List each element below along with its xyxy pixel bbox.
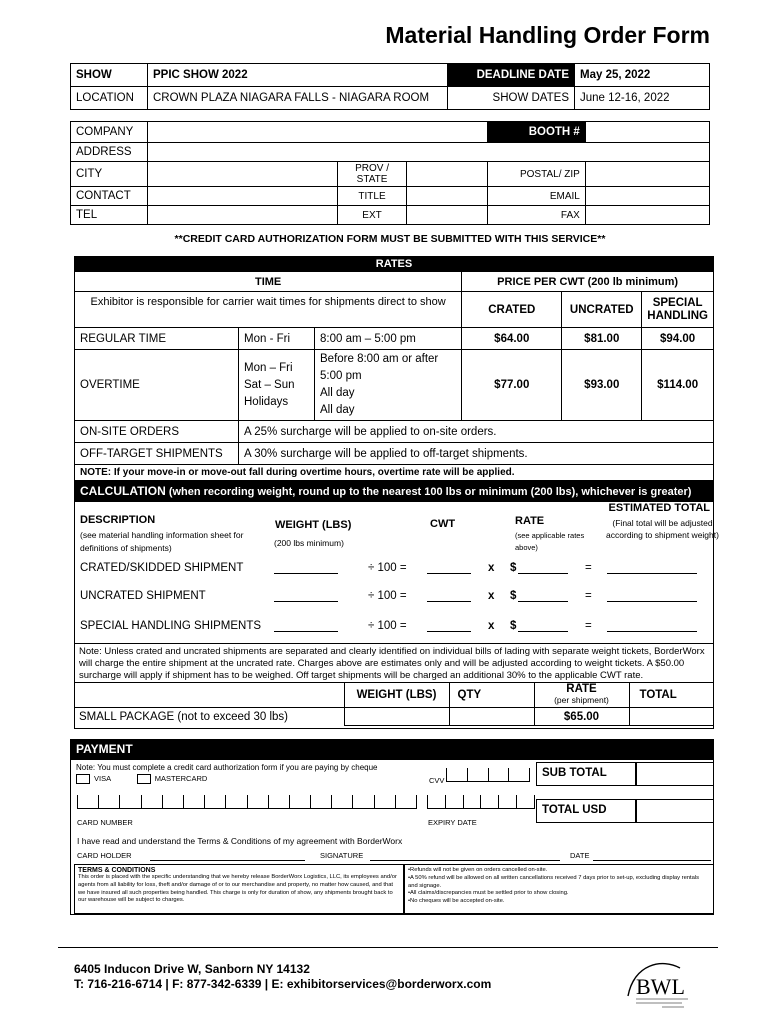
- date-field[interactable]: [593, 860, 711, 861]
- weight-header: WEIGHT (LBS): [275, 519, 352, 531]
- credit-card-notice: **CREDIT CARD AUTHORIZATION FORM MUST BE SUBMITTED WITH THIS SERVICE**: [174, 233, 606, 245]
- page-title: Material Handling Order Form: [385, 22, 710, 48]
- policy-box: [404, 864, 714, 914]
- expiry-field[interactable]: [427, 795, 535, 809]
- divide-sign: ÷ 100 =: [368, 620, 407, 632]
- crated-header: CRATED: [462, 292, 562, 328]
- deadline-value[interactable]: May 25, 2022: [575, 64, 710, 87]
- ext-field[interactable]: [406, 206, 487, 225]
- overtime-crated-price: $77.00: [462, 350, 562, 421]
- divide-sign: ÷ 100 =: [368, 562, 407, 574]
- overtime-hours: [315, 350, 462, 421]
- special-handling-header: SPECIAL HANDLING: [642, 292, 714, 328]
- overtime-special-price: $114.00: [642, 350, 714, 421]
- uncrated-rate-field[interactable]: [518, 588, 568, 602]
- multiply-sign: x: [488, 562, 495, 574]
- payment-note: Note: You must complete a credit card authorization form if you are paying by cheque: [76, 763, 378, 772]
- policy-bullet: •Refunds will not be given on orders cancelled on-site.: [408, 867, 548, 873]
- regular-crated-price: $64.00: [462, 328, 562, 350]
- policy-bullet: •A 50% refund will be allowed on all written cancellations received 7 days prior to set-up, excluding display rentals and signage.: [408, 874, 700, 889]
- subtotal-label: SUB TOTAL: [536, 762, 636, 786]
- regular-hours: 8:00 am – 5:00 pm: [315, 328, 462, 350]
- sp-weight-field[interactable]: [344, 708, 449, 726]
- onsite-text: A 25% surcharge will be applied to on-site orders.: [239, 421, 714, 443]
- ot-day-1: Mon – Fri: [244, 361, 293, 374]
- show-value[interactable]: PPIC SHOW 2022: [148, 64, 448, 87]
- card-number-field[interactable]: [77, 795, 417, 809]
- contact-label: CONTACT: [71, 187, 148, 206]
- sp-weight-header: WEIGHT (LBS): [344, 683, 449, 708]
- card-number-label: CARD NUMBER: [77, 818, 133, 827]
- calc-row-label: SPECIAL HANDLING SHIPMENTS: [80, 620, 262, 632]
- exhibitor-note: Exhibitor is responsible for carrier wait times for shipments direct to show: [75, 292, 462, 328]
- special-cwt-field[interactable]: [427, 618, 471, 632]
- calculation-title: CALCULATION: [80, 484, 166, 498]
- sp-rate-header: [534, 683, 629, 708]
- calc-row-label: CRATED/SKIDDED SHIPMENT: [80, 562, 244, 574]
- cwt-header: CWT: [430, 518, 456, 530]
- location-value[interactable]: CROWN PLAZA NIAGARA FALLS - NIAGARA ROOM: [148, 87, 448, 110]
- description-header: DESCRIPTION: [80, 514, 156, 526]
- show-info-table: [70, 63, 710, 110]
- terms-text: This order is placed with the specific understanding that we hereby release BorderWorx Logistics, LLC, its employees and/or agents from all liability for loss, theft and/or damage of or to our merchandise and property, no matter how caused, and that we have insured all such properties being handled. This charge is only for duration of show, any shipments brought back to our warehouse will be subject to charges.: [78, 874, 397, 904]
- onsite-label: ON-SITE ORDERS: [75, 421, 239, 443]
- calc-row-label: UNCRATED SHIPMENT: [80, 590, 206, 602]
- payment-heading: PAYMENT: [71, 740, 713, 760]
- policy-bullet: •No cheques will be accepted on-site.: [408, 898, 505, 905]
- rate-header: RATE: [515, 515, 545, 527]
- company-label: COMPANY: [71, 122, 148, 143]
- footer-divider: [58, 947, 718, 948]
- card-holder-field[interactable]: [150, 860, 305, 861]
- small-package-table: [74, 682, 714, 726]
- equals-sign: =: [585, 590, 592, 602]
- ot-day-2: Sat – Sun: [244, 378, 295, 391]
- price-header: PRICE PER CWT (200 lb minimum): [462, 272, 714, 292]
- booth-field[interactable]: [585, 122, 709, 143]
- postal-field[interactable]: [585, 162, 709, 187]
- visa-label: VISA: [94, 774, 111, 783]
- overtime-label: OVERTIME: [75, 350, 239, 421]
- footer-contact: T: 716-216-6714 | F: 877-342-6339 | E: exhibitorservices@borderworx.com: [74, 977, 492, 991]
- sp-label: SMALL PACKAGE (not to exceed 30 lbs): [74, 708, 344, 726]
- equals-sign: =: [585, 620, 592, 632]
- rates-heading: RATES: [75, 257, 714, 272]
- crated-weight-field[interactable]: [274, 560, 338, 574]
- sp-qty-header: QTY: [449, 683, 534, 708]
- show-dates-value[interactable]: June 12-16, 2022: [575, 87, 710, 110]
- divider: [74, 643, 714, 644]
- estimated-total-header: ESTIMATED TOTAL: [608, 502, 710, 514]
- offtarget-text: A 30% surcharge will be applied to off-target shipments.: [239, 443, 714, 465]
- calculation-note: Note: Unless crated and uncrated shipments are separated and clearly identified on individual bills of lading with separate weight tickets, BorderWorx will charge the entire shipment at the uncrated rate. Charges above are estimates only and will be adjusted according to weight tickets. A $50.00 surcharge will apply if shipment has to be weighed. Off target shipments will be charged an additional 30% to the applicable CWT rate.: [79, 646, 705, 681]
- agreement-text: I have read and understand the Terms & Conditions of my agreement with BorderWorx: [77, 836, 403, 846]
- city-field[interactable]: [147, 162, 338, 187]
- sp-rate-sub: (per shipment): [554, 695, 609, 705]
- ot-hour-1: Before 8:00 am or after 5:00 pm: [320, 353, 439, 382]
- prov-field[interactable]: [406, 162, 487, 187]
- booth-label: BOOTH #: [488, 122, 586, 143]
- contact-field[interactable]: [147, 187, 338, 206]
- rate-sub: (see applicable rates above): [515, 531, 585, 552]
- overtime-note: NOTE: If your move-in or move-out fall during overtime hours, overtime rate will be applied.: [75, 465, 714, 481]
- company-table: [70, 121, 710, 225]
- regular-time-label: REGULAR TIME: [75, 328, 239, 350]
- fax-field[interactable]: [585, 206, 709, 225]
- multiply-sign: x: [488, 590, 495, 602]
- crated-cwt-field[interactable]: [427, 560, 471, 574]
- prov-label: PROV / STATE: [338, 162, 407, 187]
- multiply-sign: x: [488, 620, 495, 632]
- regular-special-price: $94.00: [642, 328, 714, 350]
- email-field[interactable]: [585, 187, 709, 206]
- card-holder-label: CARD HOLDER: [77, 851, 132, 860]
- overtime-uncrated-price: $93.00: [562, 350, 642, 421]
- cvv-field[interactable]: [446, 768, 530, 782]
- deadline-label: DEADLINE DATE: [448, 64, 575, 87]
- signature-field[interactable]: [370, 860, 560, 861]
- footer-address: 6405 Inducon Drive W, Sanborn NY 14132: [74, 962, 310, 976]
- divide-sign: ÷ 100 =: [368, 590, 407, 602]
- email-label: EMAIL: [488, 187, 586, 206]
- ot-hour-3: All day: [320, 404, 355, 416]
- crated-total-field[interactable]: [607, 560, 697, 574]
- offtarget-label: OFF-TARGET SHIPMENTS: [75, 443, 239, 465]
- time-header: TIME: [75, 272, 462, 292]
- sp-rate-title: RATE: [566, 683, 597, 695]
- equals-sign: =: [585, 562, 592, 574]
- card-type-options: [76, 774, 207, 784]
- tel-label: TEL: [71, 206, 148, 225]
- uncrated-cwt-field[interactable]: [427, 588, 471, 602]
- sp-total-header: TOTAL: [629, 683, 714, 708]
- postal-label: POSTAL/ ZIP: [488, 162, 586, 187]
- policy-bullet: •All claims/discrepancies must be settled prior to show closing.: [408, 890, 569, 897]
- special-total-field[interactable]: [607, 618, 697, 632]
- bwl-logo-mark: [622, 956, 702, 1012]
- company-field[interactable]: [147, 122, 488, 143]
- regular-uncrated-price: $81.00: [562, 328, 642, 350]
- dollar-sign: $: [510, 590, 517, 602]
- terms-title: TERMS & CONDITIONS: [78, 867, 156, 874]
- calculation-subtitle: (when recording weight, round up to the nearest 100 lbs or minimum (200 lbs), whichever is greater): [165, 486, 692, 498]
- sp-total-field[interactable]: [629, 708, 714, 726]
- logo-text: BWL: [636, 974, 685, 999]
- bwl-logo: [622, 956, 702, 1012]
- weight-sub: (200 lbs minimum): [274, 538, 344, 548]
- crated-rate-field[interactable]: [518, 560, 568, 574]
- rates-table: [74, 256, 714, 481]
- total-usd-field[interactable]: [636, 799, 714, 823]
- sp-price: $65.00: [534, 708, 629, 726]
- expiry-label: EXPIRY DATE: [428, 818, 477, 827]
- title-label: TITLE: [338, 187, 407, 206]
- show-dates-label: SHOW DATES: [448, 87, 575, 110]
- subtotal-field[interactable]: [636, 762, 714, 786]
- location-label: LOCATION: [71, 87, 148, 110]
- address-field[interactable]: [147, 143, 709, 162]
- uncrated-header: UNCRATED: [562, 292, 642, 328]
- signature-label: SIGNATURE: [320, 851, 364, 860]
- title-field[interactable]: [406, 187, 487, 206]
- fax-label: FAX: [488, 206, 586, 225]
- small-package-blank: [74, 683, 344, 708]
- total-usd-label: TOTAL USD: [536, 799, 636, 823]
- special-weight-field[interactable]: [274, 618, 338, 632]
- sp-qty-field[interactable]: [449, 708, 534, 726]
- mastercard-label: MASTERCARD: [154, 774, 208, 783]
- regular-days: Mon - Fri: [239, 328, 315, 350]
- dollar-sign: $: [510, 562, 517, 574]
- uncrated-weight-field[interactable]: [274, 588, 338, 602]
- ot-day-3: Holidays: [244, 395, 289, 408]
- mastercard-checkbox[interactable]: [137, 774, 151, 784]
- date-label: DATE: [570, 851, 590, 860]
- tel-field[interactable]: [147, 206, 338, 225]
- special-rate-field[interactable]: [518, 618, 568, 632]
- show-label: SHOW: [71, 64, 148, 87]
- dollar-sign: $: [510, 620, 517, 632]
- terms-box: [74, 864, 404, 914]
- ext-label: EXT: [338, 206, 407, 225]
- estimated-total-sub: (Final total will be adjusted according to shipment weight): [606, 518, 719, 540]
- uncrated-total-field[interactable]: [607, 588, 697, 602]
- visa-checkbox[interactable]: [76, 774, 90, 784]
- address-label: ADDRESS: [71, 143, 148, 162]
- calculation-heading: [75, 482, 713, 502]
- ot-hour-2: All day: [320, 387, 355, 399]
- overtime-days: [239, 350, 315, 421]
- cvv-label: CVV: [429, 776, 445, 785]
- city-label: CITY: [71, 162, 148, 187]
- description-sub: (see material handling information sheet for definitions of shipments): [80, 530, 244, 553]
